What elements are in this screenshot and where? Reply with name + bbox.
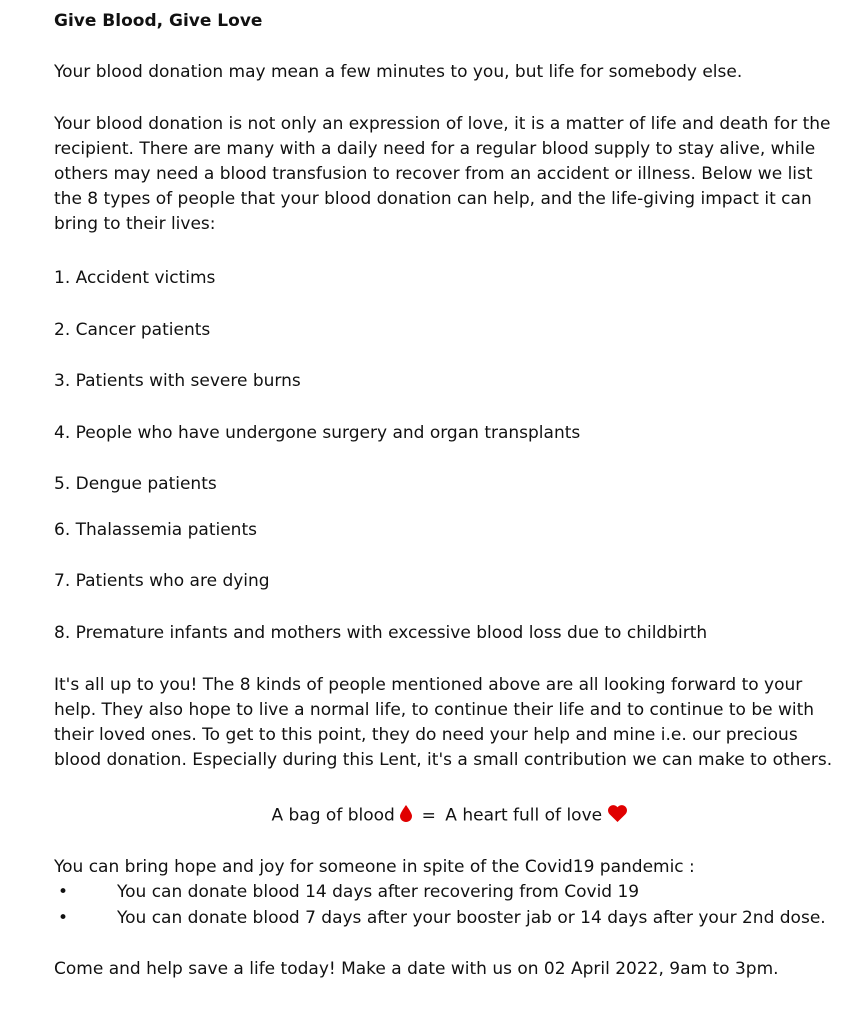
paragraph-2-line: help. They also hope to live a normal life, to continue their life and to continue to be with: [54, 700, 815, 720]
blood-drop-icon: [400, 803, 412, 828]
slogan: [54, 803, 844, 829]
document-title: Give Blood, Give Love: [54, 11, 263, 31]
heart-icon: [608, 803, 627, 828]
bullet-text: You can donate blood 14 days after recovering from Covid 19: [117, 882, 640, 902]
paragraph-1-line: others may need a blood transfusion to recover from an accident or illness. Below we list: [54, 164, 813, 184]
list-item: 2. Cancer patients: [54, 320, 211, 340]
paragraph-2-line: blood donation. Especially during this Lent, it's a small contribution we can make to others.: [54, 750, 833, 770]
list-item: 6. Thalassemia patients: [54, 520, 257, 540]
slogan-left: A bag of blood: [271, 805, 395, 826]
slogan-right: A heart full of love: [445, 805, 603, 826]
paragraph-1-line: recipient. There are many with a daily need for a regular blood supply to stay alive, while: [54, 139, 816, 159]
paragraph-1-line: Your blood donation is not only an expression of love, it is a matter of life and death for the: [54, 114, 831, 134]
paragraph-1-line: bring to their lives:: [54, 214, 216, 234]
covid-intro: You can bring hope and joy for someone in spite of the Covid19 pandemic :: [54, 857, 695, 877]
paragraph-2-line: their loved ones. To get to this point, they do need your help and mine i.e. our precious: [54, 725, 798, 745]
list-item: 7. Patients who are dying: [54, 571, 270, 591]
list-item: 3. Patients with severe burns: [54, 371, 301, 391]
list-item: 4. People who have undergone surgery and organ transplants: [54, 423, 581, 443]
bullet-icon: •: [58, 908, 69, 928]
list-item: 1. Accident victims: [54, 268, 216, 288]
intro-text: Your blood donation may mean a few minutes to you, but life for somebody else.: [54, 62, 743, 82]
bullet-text: You can donate blood 7 days after your booster jab or 14 days after your 2nd dose.: [117, 908, 826, 928]
slogan-equals: =: [421, 805, 436, 826]
list-item: 8. Premature infants and mothers with excessive blood loss due to childbirth: [54, 623, 708, 643]
closing-text: Come and help save a life today! Make a date with us on 02 April 2022, 9am to 3pm.: [54, 959, 779, 979]
paragraph-1: [54, 112, 844, 237]
paragraph-2: [54, 673, 844, 773]
list-item: 5. Dengue patients: [54, 474, 217, 494]
bullet-icon: •: [58, 882, 69, 902]
paragraph-2-line: It's all up to you! The 8 kinds of people mentioned above are all looking forward to your: [54, 675, 803, 695]
paragraph-1-line: the 8 types of people that your blood donation can help, and the life-giving impact it can: [54, 189, 812, 209]
